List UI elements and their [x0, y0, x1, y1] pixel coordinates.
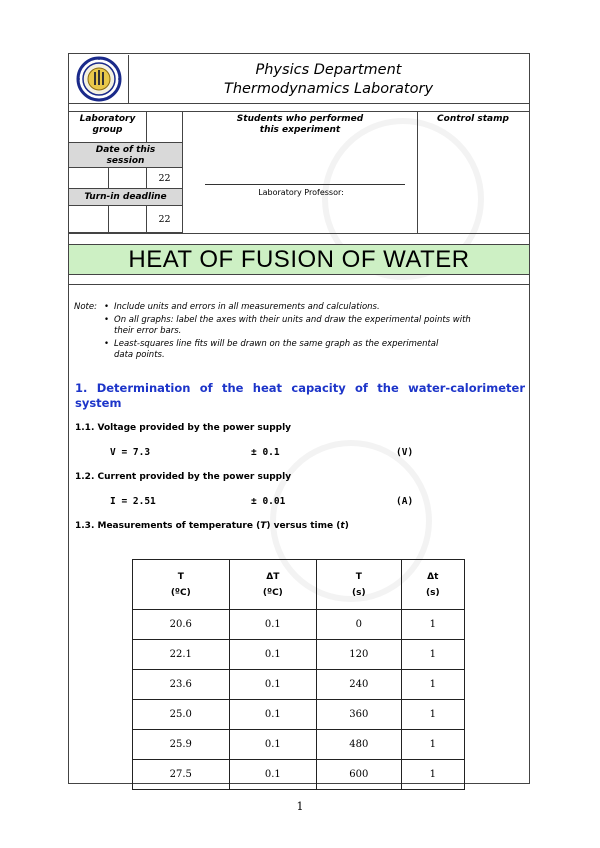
voltage-unit: (V)	[396, 447, 414, 458]
turnin-year	[146, 205, 183, 233]
voltage-error: ± 0.1	[251, 447, 280, 458]
current-value: I = 2.51	[110, 496, 156, 507]
sub3-heading-pre: 1.3. Measurements of temperature (	[75, 521, 261, 531]
voltage-value: V = 7.3	[110, 447, 151, 458]
table-header-row	[133, 560, 465, 610]
table-cell: 120	[317, 640, 401, 670]
table-row	[133, 730, 465, 760]
table-cell: 20.6	[133, 610, 230, 640]
subsection-1-2-heading: 1.2. Current provided by the power supply	[75, 472, 292, 482]
turnin-field-2[interactable]	[108, 205, 147, 233]
lab-group-label-cell	[69, 111, 147, 143]
document-title: HEAT OF FUSION OF WATER	[69, 244, 529, 275]
header-name: ΔT	[266, 571, 280, 582]
date-year-value: 22	[158, 173, 171, 184]
header-temperature	[133, 560, 230, 610]
table-row	[133, 670, 465, 700]
table-row	[133, 610, 465, 640]
header-name: T	[177, 571, 184, 582]
current-unit: (A)	[396, 496, 414, 507]
sub3-heading-mid: ) versus time (	[266, 521, 341, 531]
table-row	[133, 760, 465, 790]
note-bullet-3: •	[104, 339, 110, 349]
turnin-label-cell	[69, 188, 183, 206]
students-label: Students who performed this experiment	[236, 114, 364, 135]
table-cell: 1	[401, 670, 464, 700]
info-box-bottom	[68, 233, 530, 234]
sub3-heading-var-t: t	[340, 521, 345, 531]
date-label: Date of this session	[95, 145, 156, 166]
control-stamp-box	[417, 111, 529, 233]
turnin-label: Turn-in deadline	[84, 192, 167, 202]
table-cell: 480	[317, 730, 401, 760]
header-unit: (ºC)	[262, 587, 283, 598]
table-cell: 23.6	[133, 670, 230, 700]
control-stamp-label: Control stamp	[437, 114, 509, 124]
table-cell: 0.1	[229, 670, 317, 700]
lab-group-label: Laboratory group	[79, 114, 136, 135]
note-bullet-1: •	[104, 302, 110, 312]
date-label-cell	[69, 142, 183, 168]
department-title	[128, 61, 529, 99]
header-name: Δt	[427, 571, 439, 582]
table-cell: 1	[401, 730, 464, 760]
table-cell: 22.1	[133, 640, 230, 670]
title-divider	[68, 284, 530, 285]
header-unit: (ºC)	[170, 587, 191, 598]
header-time	[317, 560, 401, 610]
section-1-heading: 1. Determination of the heat capacity of the water-calorimeter system	[75, 381, 525, 410]
lab-group-value[interactable]	[146, 111, 183, 143]
note-item-1: Include units and errors in all measurements and calculations.	[114, 302, 380, 312]
university-logo	[70, 55, 129, 103]
students-section	[182, 111, 418, 233]
sub3-heading-var-T: T	[260, 521, 267, 531]
professor-signature-line[interactable]	[205, 184, 405, 185]
temperature-time-table	[132, 559, 465, 790]
notes-block	[74, 302, 514, 361]
header-divider	[68, 103, 530, 104]
professor-label: Laboratory Professor:	[258, 188, 344, 197]
department-name: Physics Department	[255, 62, 402, 78]
page-number: 1	[296, 800, 304, 813]
table-cell: 0.1	[229, 640, 317, 670]
table-cell: 1	[401, 610, 464, 640]
table-cell: 1	[401, 700, 464, 730]
note-item-3: Least-squares line fits will be drawn on the same graph as the experimental data points.	[114, 339, 439, 360]
header-temperature-error	[229, 560, 317, 610]
table-cell: 0.1	[229, 610, 317, 640]
table-cell: 25.0	[133, 700, 230, 730]
note-bullet-2: •	[104, 315, 110, 325]
note-prefix: Note:	[74, 302, 97, 312]
date-field-2[interactable]	[108, 167, 147, 189]
header-unit: (s)	[352, 587, 366, 598]
table-cell: 1	[401, 760, 464, 790]
table-cell: 600	[317, 760, 401, 790]
turnin-field-1[interactable]	[69, 205, 109, 233]
table-cell: 25.9	[133, 730, 230, 760]
table-row	[133, 640, 465, 670]
date-field-1[interactable]	[69, 167, 109, 189]
date-year	[146, 167, 183, 189]
table-cell: 1	[401, 640, 464, 670]
header-unit: (s)	[425, 587, 440, 598]
table-row	[133, 700, 465, 730]
header-time-error	[401, 560, 464, 610]
table-cell: 0.1	[229, 700, 317, 730]
seal-icon	[74, 56, 124, 102]
laboratory-name: Thermodynamics Laboratory	[223, 81, 434, 97]
subsection-1-1-heading: 1.1. Voltage provided by the power supply	[75, 423, 292, 433]
current-error: ± 0.01	[251, 496, 286, 507]
table-cell: 0.1	[229, 730, 317, 760]
info-box	[69, 111, 529, 236]
table-cell: 0.1	[229, 760, 317, 790]
table-cell: 0	[317, 610, 401, 640]
subsection-1-3-heading	[75, 521, 349, 531]
header-name: T	[355, 571, 362, 582]
turnin-year-value: 22	[158, 214, 171, 225]
table-cell: 27.5	[133, 760, 230, 790]
table-cell: 240	[317, 670, 401, 700]
note-item-2: On all graphs: label the axes with their units and draw the experimental points with their error bars.	[114, 315, 471, 336]
sub3-heading-post: )	[344, 521, 349, 531]
table-cell: 360	[317, 700, 401, 730]
